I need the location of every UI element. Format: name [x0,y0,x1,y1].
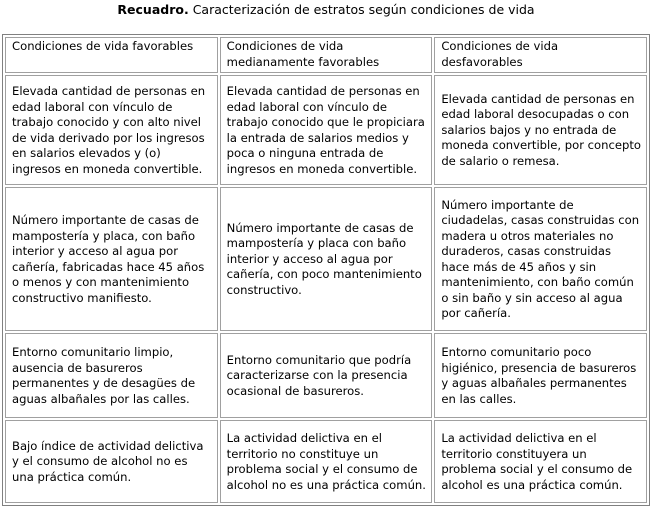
table-cell: Entorno comunitario que podría caracterizarse con la presencia ocasional de basureros. [220,333,433,418]
table-cell: Entorno comunitario limpio, ausencia de basureros permanentes y de desagües de aguas albañales por las calles. [5,333,218,418]
table-cell: Entorno comunitario poco higiénico, presencia de basureros y aguas albañales permanentes en las calles. [434,333,647,418]
table-cell: La actividad delictiva en el territorio constituyera un problema social y el consumo de alcohol es una práctica común. [434,420,647,503]
header-cell-desfavorables: Condiciones de vida desfavorables [434,37,647,73]
table-cell: Elevada cantidad de personas en edad laboral desocupadas o con salarios bajos y no entrada de moneda convertible, por concepto de salario o remesa. [434,75,647,185]
header-cell-medianamente-favorables: Condiciones de vida medianamente favorables [220,37,433,73]
table-cell: Número importante de casas de mampostería y placa con baño interior y acceso al agua por cañería, con poco mantenimiento constructivo. [220,187,433,331]
table-cell: Número importante de casas de mampostería y placa, con baño interior y acceso al agua por cañería, fabricadas hace 45 años o menos y con mantenimiento constructivo manifiesto. [5,187,218,331]
table-row [5,420,647,503]
table-row [5,333,647,418]
table-row [5,75,647,185]
table-cell: Elevada cantidad de personas en edad laboral con vínculo de trabajo conocido que le propiciara la entrada de salarios medios y poca o ninguna entrada de ingresos en moneda convertible. [220,75,433,185]
table-caption [0,2,652,18]
table-row [5,187,647,331]
table-cell: Número importante de ciudadelas, casas construidas con madera u otros materiales no duraderos, casas construidas hace más de 45 años y sin mantenimiento, con baño común o sin baño y sin acceso al agua por cañería. [434,187,647,331]
caption-label: Recuadro. [117,2,189,17]
table-cell: Elevada cantidad de personas en edad laboral con vínculo de trabajo conocido y con alto nivel de vida derivado por los ingresos en salarios elevados y (o) ingresos en moneda convertible. [5,75,218,185]
table-cell: Bajo índice de actividad delictiva y el consumo de alcohol no es una práctica común. [5,420,218,503]
header-cell-favorables: Condiciones de vida favorables [5,37,218,73]
table-cell: La actividad delictiva en el territorio no constituye un problema social y el consumo de alcohol no es una práctica común. [220,420,433,503]
caption-text: Caracterización de estratos según condiciones de vida [192,2,535,17]
living-conditions-table [2,34,650,506]
table-header-row [5,37,647,73]
